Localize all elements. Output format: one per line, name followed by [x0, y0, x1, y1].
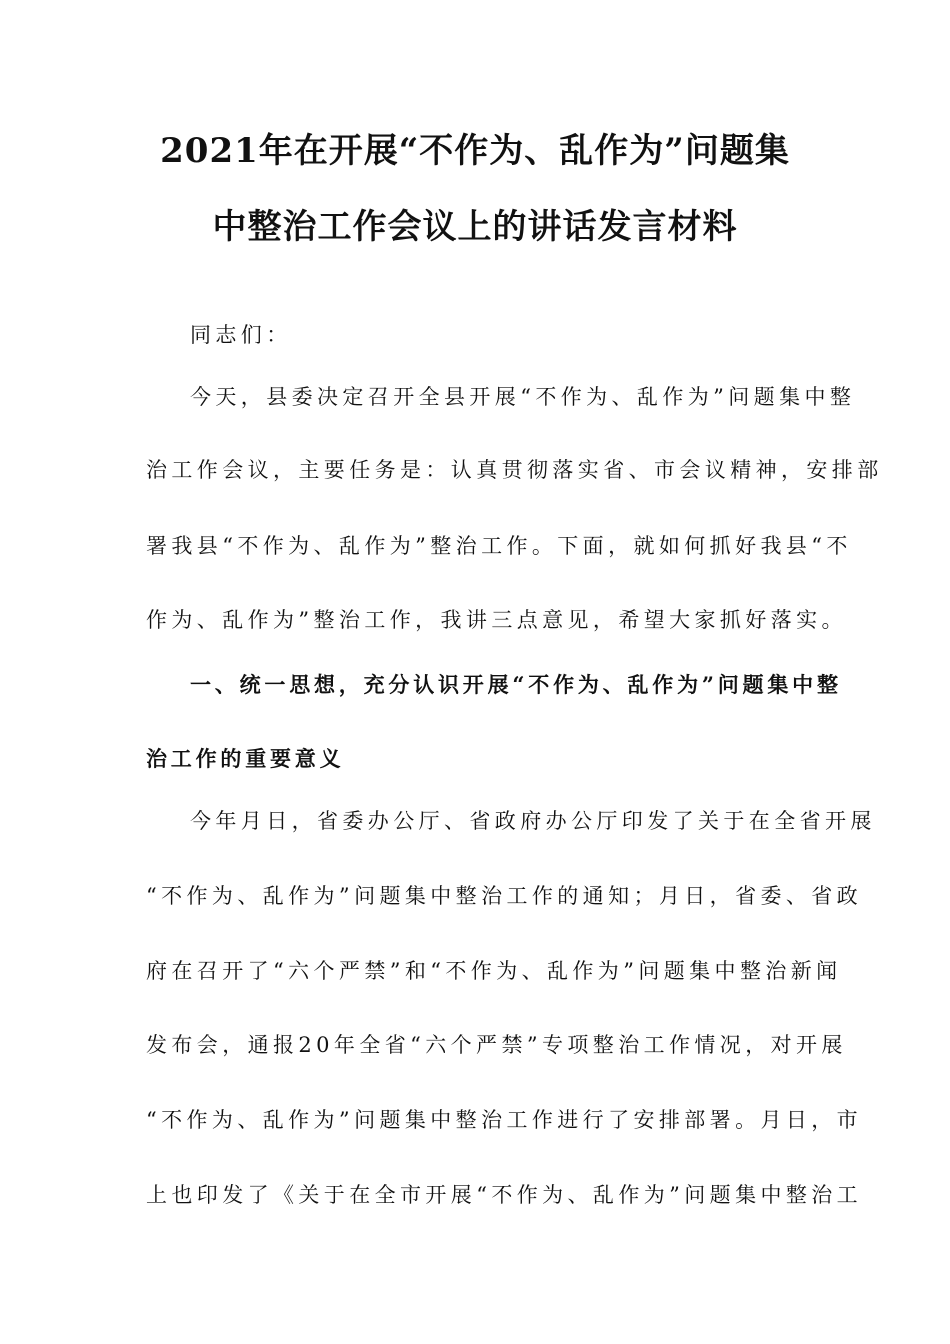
- paragraph-line: 治工作会议，主要任务是：认真贯彻落实省、市会议精神，安排部: [146, 458, 883, 482]
- paragraph-line: “不作为、乱作为”问题集中整治工作的通知；月日，省委、省政: [146, 884, 863, 908]
- paragraph-line: 今年月日，省委办公厅、省政府办公厅印发了关于在全省开展: [190, 809, 876, 833]
- paragraph-line: “不作为、乱作为”问题集中整治工作进行了安排部署。月日，市: [146, 1108, 863, 1132]
- paragraph-line: 今天，县委决定召开全县开展“不作为、乱作为”问题集中整: [190, 385, 856, 409]
- paragraph-line: 署我县“不作为、乱作为”整治工作。下面，就如何抓好我县“不: [146, 534, 852, 558]
- section-heading-line: 一、统一思想，充分认识开展“不作为、乱作为”问题集中整: [190, 672, 842, 697]
- paragraph-line: 上也印发了《关于在全市开展“不作为、乱作为”问题集中整治工: [146, 1183, 863, 1207]
- document-title-line-1: 2021年在开展“不作为、乱作为”问题集: [160, 131, 790, 171]
- document-title-line-2: 中整治工作会议上的讲话发言材料: [212, 207, 738, 247]
- paragraph-line: 发布会，通报20年全省“六个严禁”专项整治工作情况，对开展: [146, 1033, 847, 1057]
- paragraph-line: 府在召开了“六个严禁”和“不作为、乱作为”问题集中整治新闻: [146, 959, 842, 983]
- paragraph-line: 作为、乱作为”整治工作，我讲三点意见，希望大家抓好落实。: [146, 608, 847, 632]
- section-heading-line: 治工作的重要意义: [146, 746, 345, 771]
- salutation: 同志们：: [190, 323, 292, 347]
